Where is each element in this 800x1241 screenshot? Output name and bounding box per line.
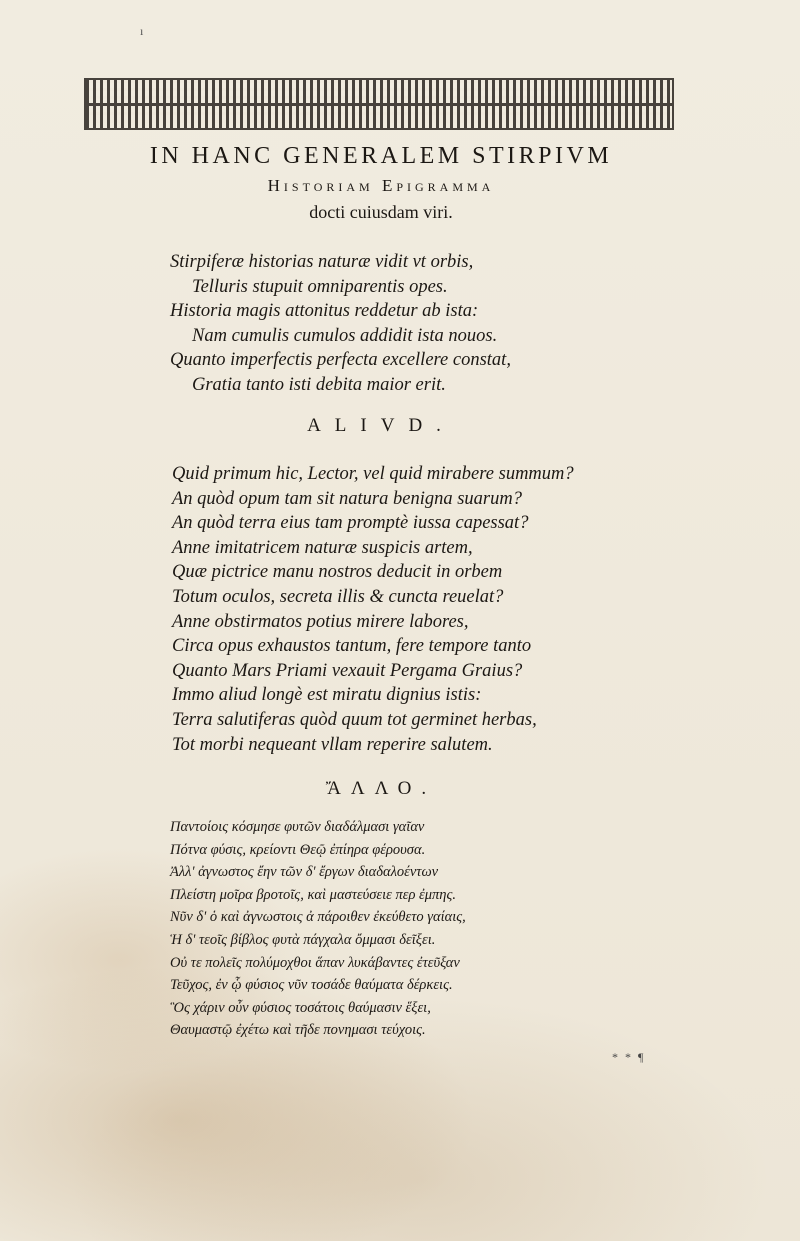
page-subtitle: Historiam Epigramma (267, 176, 495, 195)
verse-line: Ὃς χάριν οὖν φύσιος τοσάτοις θαύμασιν ἕξει, (170, 999, 431, 1016)
verse-line: Stirpiferæ historias naturæ vidit vt orbis, (170, 252, 474, 272)
verse-line: Immo aliud longè est miratu dignius istis: (172, 685, 482, 706)
verse-line: An quòd terra eius tam promptè iussa capessat? (172, 513, 529, 534)
section-heading-aliud: ALIVD. (307, 415, 455, 436)
verse-line: Πλείστη μοῖρα βροτοῖς, καὶ μαστεύσειε περ ἐμπης. (170, 886, 457, 903)
section-heading-allo: ἌΛΛΟ. (325, 778, 437, 799)
verse-line: Historia magis attonitus reddetur ab ista: (170, 301, 479, 322)
margin-mark: ı (140, 24, 144, 38)
verse-line: Τεῦχος, ἐν ᾧ φύσιος νῦν τοσάδε θαύματα δέρκεις. (170, 977, 453, 994)
verse-line: Anne obstirmatos potius mirere labores, (172, 611, 469, 632)
epigram-greek (170, 816, 466, 1042)
page-subtitle-author: docti cuiusdam viri. (309, 202, 453, 222)
verse-line: Θαυμαστῷ ἐχέτω καὶ τῆδε πονημασι τεύχοις. (170, 1022, 426, 1039)
verse-line: Ἀλλ' ἀγνωστος ἔην τῶν δ' ἔργων διαδαλοέντων (170, 864, 439, 881)
verse-line: Νῦν δ' ὁ καὶ ἀγνωστοις ἀ πάροιθεν ἐκεύθετο γαίαις, (170, 909, 466, 926)
verse-line: Telluris stupuit omniparentis opes. (192, 276, 448, 297)
page-title: IN HANC GENERALEM STIRPIVM (149, 143, 613, 169)
verse-line: Πότνα φύσις, κρείοντι Θεῷ ἐπίηρα φέρουσα. (170, 841, 426, 858)
epigram-latin-1 (170, 250, 511, 398)
verse-line: Totum oculos, secreta illis & cuncta reuelat? (172, 586, 504, 607)
verse-line: Circa opus exhaustos tantum, fere tempore tanto (172, 636, 532, 657)
verse-line: Gratia tanto isti debita maior erit. (192, 374, 446, 395)
signature-mark: * * ¶ (612, 1050, 646, 1064)
verse-line: Ἡ δ' τεοῖς βίβλος φυτὰ πάγχαλα ὄμμασι δεῖξει. (170, 931, 436, 948)
epigram-latin-2 (172, 462, 574, 757)
verse-line: Nam cumulis cumulos addidit ista nouos. (192, 325, 498, 346)
verse-line: Terra salutiferas quòd quum tot germinet herbas, (172, 709, 537, 730)
verse-line: Quid primum hic, Lector, vel quid mirabere summum? (172, 464, 574, 484)
verse-line: Quanto imperfectis perfecta excellere constat, (170, 350, 511, 371)
verse-line: Quæ pictrice manu nostros deducit in orbem (172, 562, 503, 583)
verse-line: Οὐ τε πολεῖς πολύμοχθοι ἅπαν λυκάβαντες ἐτεῦξαν (170, 954, 460, 971)
decorative-headpiece (84, 78, 674, 130)
verse-line: Tot morbi nequeant vllam reperire salutem. (172, 734, 493, 755)
verse-line: Quanto Mars Priami vexauit Pergama Graius? (172, 660, 523, 681)
verse-line: Παντοίοις κόσμησε φυτῶν διαδάλμασι γαῖαν (170, 819, 425, 835)
verse-line: Anne imitatricem naturæ suspicis artem, (172, 537, 473, 558)
verse-line: An quòd opum tam sit natura benigna suarum? (172, 488, 522, 509)
